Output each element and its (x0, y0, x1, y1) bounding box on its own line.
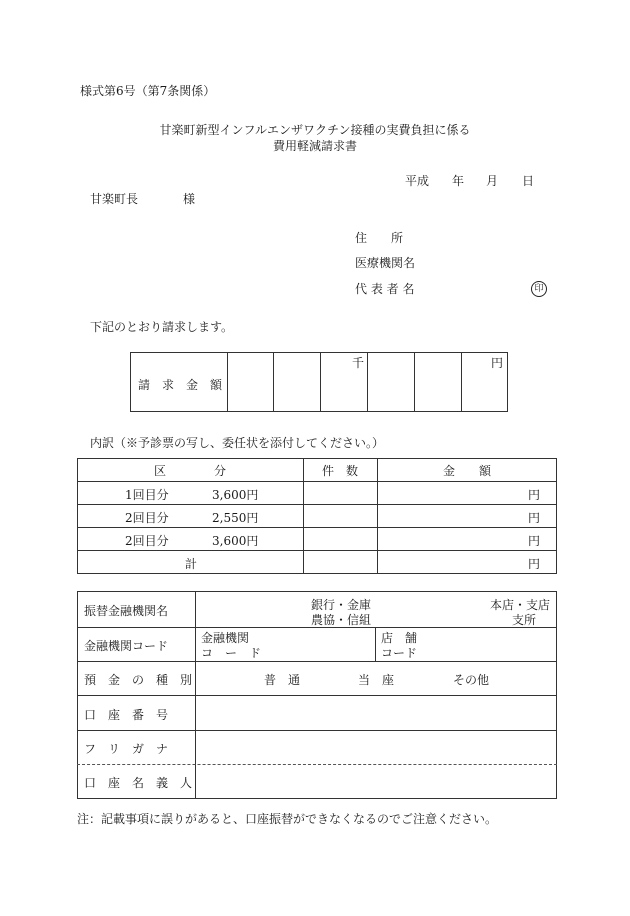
row-price: 2,550円 (212, 511, 259, 525)
store-code-line1: 店 舗 (381, 631, 418, 645)
form-title-line1: 甘楽町新型インフルエンザワクチン接種の実費負担に係る (159, 123, 471, 137)
date-era: 平成 (405, 174, 430, 188)
institution-code-line1: 金融機関 (201, 631, 250, 645)
breakdown-note: 内訳（※予診票の写し、委任状を添付してください。） (90, 436, 385, 450)
row-price: 3,600円 (212, 488, 259, 502)
bank-types-1: 銀行・金庫 (311, 598, 372, 612)
deposit-ordinary: 普 通 (264, 673, 301, 687)
row-label: 2回目分 (125, 511, 169, 525)
deposit-type-label: 預 金 の 種 別 (84, 673, 193, 687)
thousand-unit: 千 (352, 356, 365, 370)
branch-types-2: 支所 (512, 613, 537, 627)
addressee-honorific: 様 (183, 192, 196, 206)
representative-label: 代 表 者 名 (355, 282, 415, 296)
header-count: 件 数 (321, 464, 358, 478)
deposit-checking: 当 座 (358, 673, 395, 687)
institution-code-line2: コ ー ド (201, 646, 262, 660)
total-label: 計 (185, 557, 198, 571)
request-statement: 下記のとおり請求します。 (90, 320, 234, 334)
yen-unit: 円 (491, 356, 504, 370)
date-month: 月 (486, 174, 499, 188)
row-yen: 円 (528, 534, 541, 548)
furigana-label: フ リ ガ ナ (84, 742, 169, 756)
amount-digit-cell[interactable] (274, 353, 320, 411)
row-yen: 円 (528, 511, 541, 525)
store-code-line2: コード (381, 646, 418, 660)
row-label: 2回目分 (125, 534, 169, 548)
header-category: 区 分 (153, 464, 226, 478)
form-number: 様式第6号（第7条関係） (80, 84, 216, 98)
amount-digit-cell[interactable] (415, 353, 461, 411)
total-yen: 円 (528, 557, 541, 571)
date-year: 年 (452, 174, 465, 188)
account-holder-field[interactable] (196, 765, 556, 798)
header-amount: 金 額 (442, 464, 491, 478)
address-label: 住 所 (355, 231, 404, 245)
branch-types-1: 本店・支店 (490, 598, 551, 612)
amount-digit-cell[interactable] (321, 353, 367, 411)
amount-digit-cell[interactable] (368, 353, 414, 411)
footnote: 注：記載事項に誤りがあると、口座振替ができなくなるのでご注意ください。 (77, 812, 498, 826)
institution-name-label: 医療機関名 (355, 256, 416, 270)
bank-institution-label: 振替金融機関名 (84, 604, 169, 618)
request-amount-label: 請 求 金 額 (138, 378, 223, 392)
row-label: 1回目分 (125, 488, 169, 502)
furigana-field[interactable] (196, 731, 556, 764)
bank-types-2: 農協・信組 (311, 613, 372, 627)
row-yen: 円 (528, 488, 541, 502)
seal-icon: 印 (531, 281, 547, 297)
form-title-line2: 費用軽減請求書 (272, 139, 357, 153)
addressee-name: 甘楽町長 (90, 192, 139, 206)
row-price: 3,600円 (212, 534, 259, 548)
account-number-field[interactable] (196, 696, 556, 730)
account-number-label: 口 座 番 号 (84, 708, 169, 722)
amount-digit-cell[interactable] (228, 353, 273, 411)
bank-code-label: 金融機関コード (84, 639, 169, 653)
date-day: 日 (522, 174, 535, 188)
account-holder-label: 口 座 名 義 人 (84, 776, 193, 790)
deposit-other: その他 (453, 673, 490, 687)
amount-digit-cell[interactable] (462, 353, 507, 411)
